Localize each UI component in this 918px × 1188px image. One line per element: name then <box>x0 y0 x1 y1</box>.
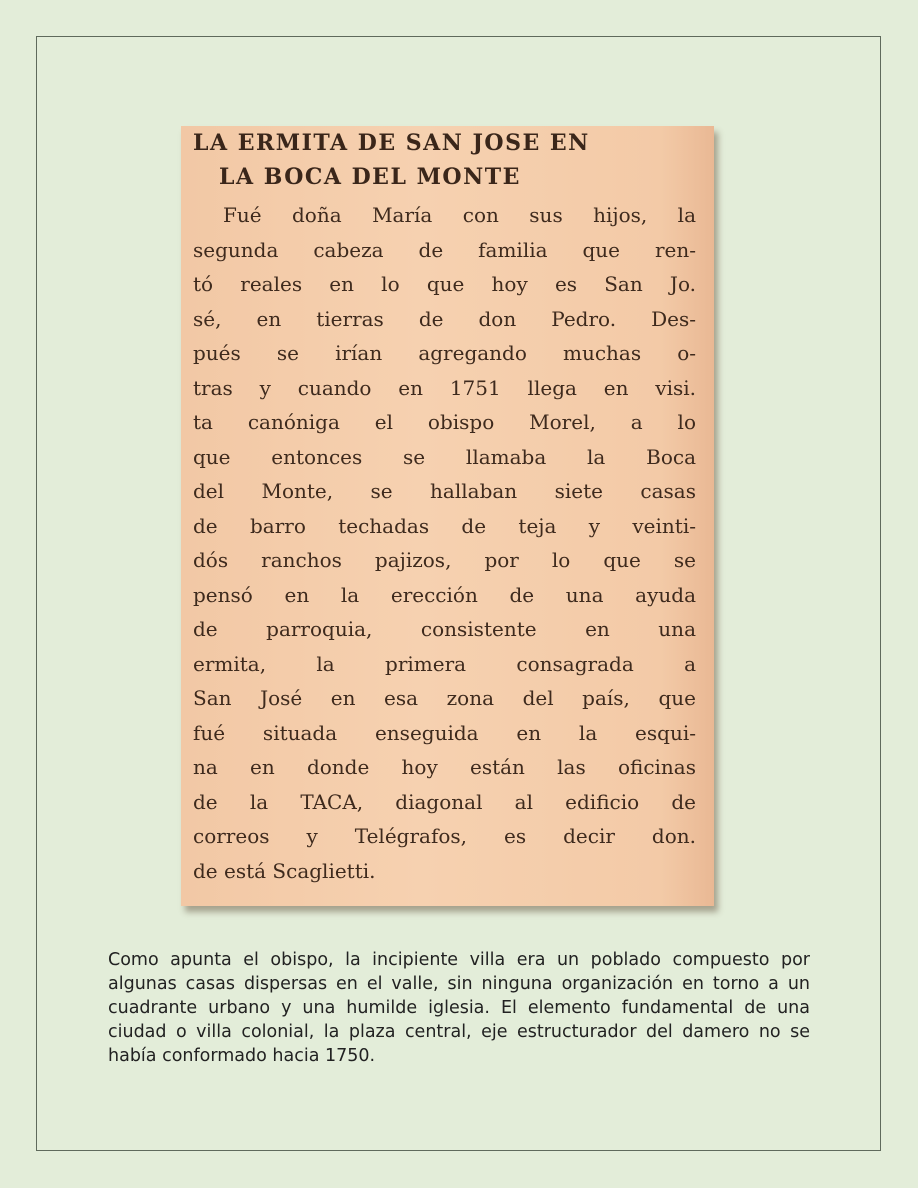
clipping-line: segunda cabeza de familia que ren- <box>193 237 696 262</box>
clipping-line: sé, en tierras de don Pedro. Des- <box>193 306 696 331</box>
clipping-line: correos y Telégrafos, es decir don. <box>193 824 696 848</box>
clipping-line: pensó en la erección de una ayuda <box>193 582 696 607</box>
clipping-line: fué situada enseguida en la esqui- <box>193 720 696 745</box>
newspaper-clipping <box>181 126 714 906</box>
clipping-line: dós ranchos pajizos, por lo que se <box>193 548 696 572</box>
clipping-headline <box>193 126 696 194</box>
clipping-line: tó reales en lo que hoy es San Jo. <box>193 272 696 296</box>
clipping-line: que entonces se llamaba la Boca <box>193 444 696 469</box>
clipping-line: del Monte, se hallaban siete casas <box>193 479 696 503</box>
clipping-line: na en donde hoy están las oficinas <box>193 755 696 779</box>
headline-line: LA ERMITA DE SAN JOSE EN <box>193 130 590 156</box>
clipping-line: ermita, la primera consagrada a <box>193 651 696 676</box>
clipping-line: de parroquia, consistente en una <box>193 617 696 641</box>
clipping-line: ta canóniga el obispo Morel, a lo <box>193 410 696 434</box>
caption-paragraph: Como apunta el obispo, la incipiente villa era un poblado compuesto por algunas casas dispersas en el valle, sin ninguna organización en torno a un cuadrante urbano y una humilde iglesia. El elemento fundamental de una ciudad o villa colonial, la plaza central, eje estructurador del damero no se había conformado hacia 1750. <box>108 950 810 1066</box>
clipping-line: pués se irían agregando muchas o- <box>193 341 696 365</box>
clipping-line: San José en esa zona del país, que <box>193 686 696 710</box>
clipping-line: de está Scaglietti. <box>193 858 376 883</box>
clipping-line: de la TACA, diagonal al edificio de <box>193 789 696 814</box>
headline-line: LA BOCA DEL MONTE <box>219 164 521 190</box>
clipping-line: tras y cuando en 1751 llega en visi. <box>193 375 696 400</box>
clipping-body <box>193 198 696 888</box>
clipping-line: Fué doña María con sus hijos, la <box>223 203 696 227</box>
clipping-line: de barro techadas de teja y veinti- <box>193 513 696 538</box>
